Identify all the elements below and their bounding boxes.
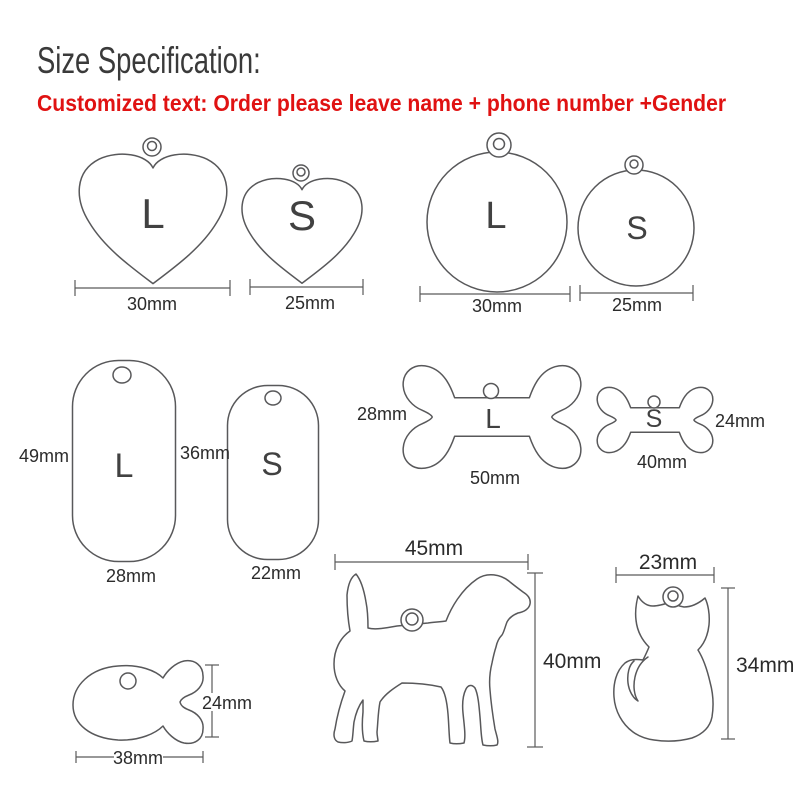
round-large-size-letter: L [485, 195, 507, 237]
heart-large-hanging-ring-icon [143, 138, 161, 156]
bone-large-width-value: 50mm [469, 468, 521, 488]
fish-tag [73, 661, 252, 768]
bone-small-tag [597, 387, 765, 472]
fish-hole-icon [120, 673, 136, 689]
round-small-width-value: 25mm [611, 295, 663, 315]
bone-large-size-letter: L [485, 403, 501, 434]
military-small-hole-icon [265, 391, 281, 405]
fish-height-value: 24mm [202, 693, 253, 713]
cat-width-value: 23mm [638, 551, 698, 574]
page-title: Size Specification: [37, 40, 261, 81]
military-small-tag [180, 386, 319, 584]
round-large-tag [420, 133, 570, 316]
round-small-tag [578, 156, 694, 315]
military-large-height-value: 49mm [18, 446, 70, 466]
bone-large-height-value: 28mm [356, 404, 408, 424]
dog-tag [334, 537, 601, 747]
military-small-size-letter: S [261, 446, 283, 482]
fish-width-value: 38mm [112, 748, 164, 768]
military-large-hole-icon [113, 367, 131, 383]
round-large-width-value: 30mm [471, 296, 523, 316]
dog-width-value: 45mm [404, 537, 464, 560]
military-large-size-letter: L [114, 447, 134, 485]
military-large-width-value: 28mm [105, 566, 157, 586]
round-small-hanging-ring-icon [625, 156, 643, 174]
cat-tag [614, 551, 795, 741]
cat-tail-inner-line [628, 657, 648, 701]
heart-small-width-value: 25mm [284, 293, 336, 313]
round-large-hanging-ring-icon [487, 133, 511, 157]
round-small-size-letter: S [626, 210, 648, 246]
heart-small-size-letter: S [287, 192, 317, 239]
dog-height-value: 40mm [543, 650, 602, 673]
heart-large-tag [75, 138, 230, 314]
bone-large-hole-icon [484, 384, 499, 399]
military-large-tag [19, 361, 176, 587]
bone-small-width-value: 40mm [636, 452, 688, 472]
military-small-width-value: 22mm [250, 563, 302, 583]
dog-outline [334, 574, 530, 746]
heart-large-width-value: 30mm [126, 294, 178, 314]
heart-small-tag [242, 165, 363, 313]
bone-large-tag [357, 366, 581, 488]
fish-outline [73, 661, 203, 744]
cat-hanging-ring-icon [663, 587, 683, 607]
bone-small-size-letter: S [645, 405, 663, 433]
heart-large-size-letter: L [141, 190, 165, 237]
bone-small-height-value: 24mm [714, 411, 766, 431]
customized-text-note: Customized text: Order please leave name + phone number +Gender [37, 90, 727, 116]
cat-height-value: 34mm [736, 654, 795, 677]
military-small-height-value: 36mm [179, 443, 231, 463]
